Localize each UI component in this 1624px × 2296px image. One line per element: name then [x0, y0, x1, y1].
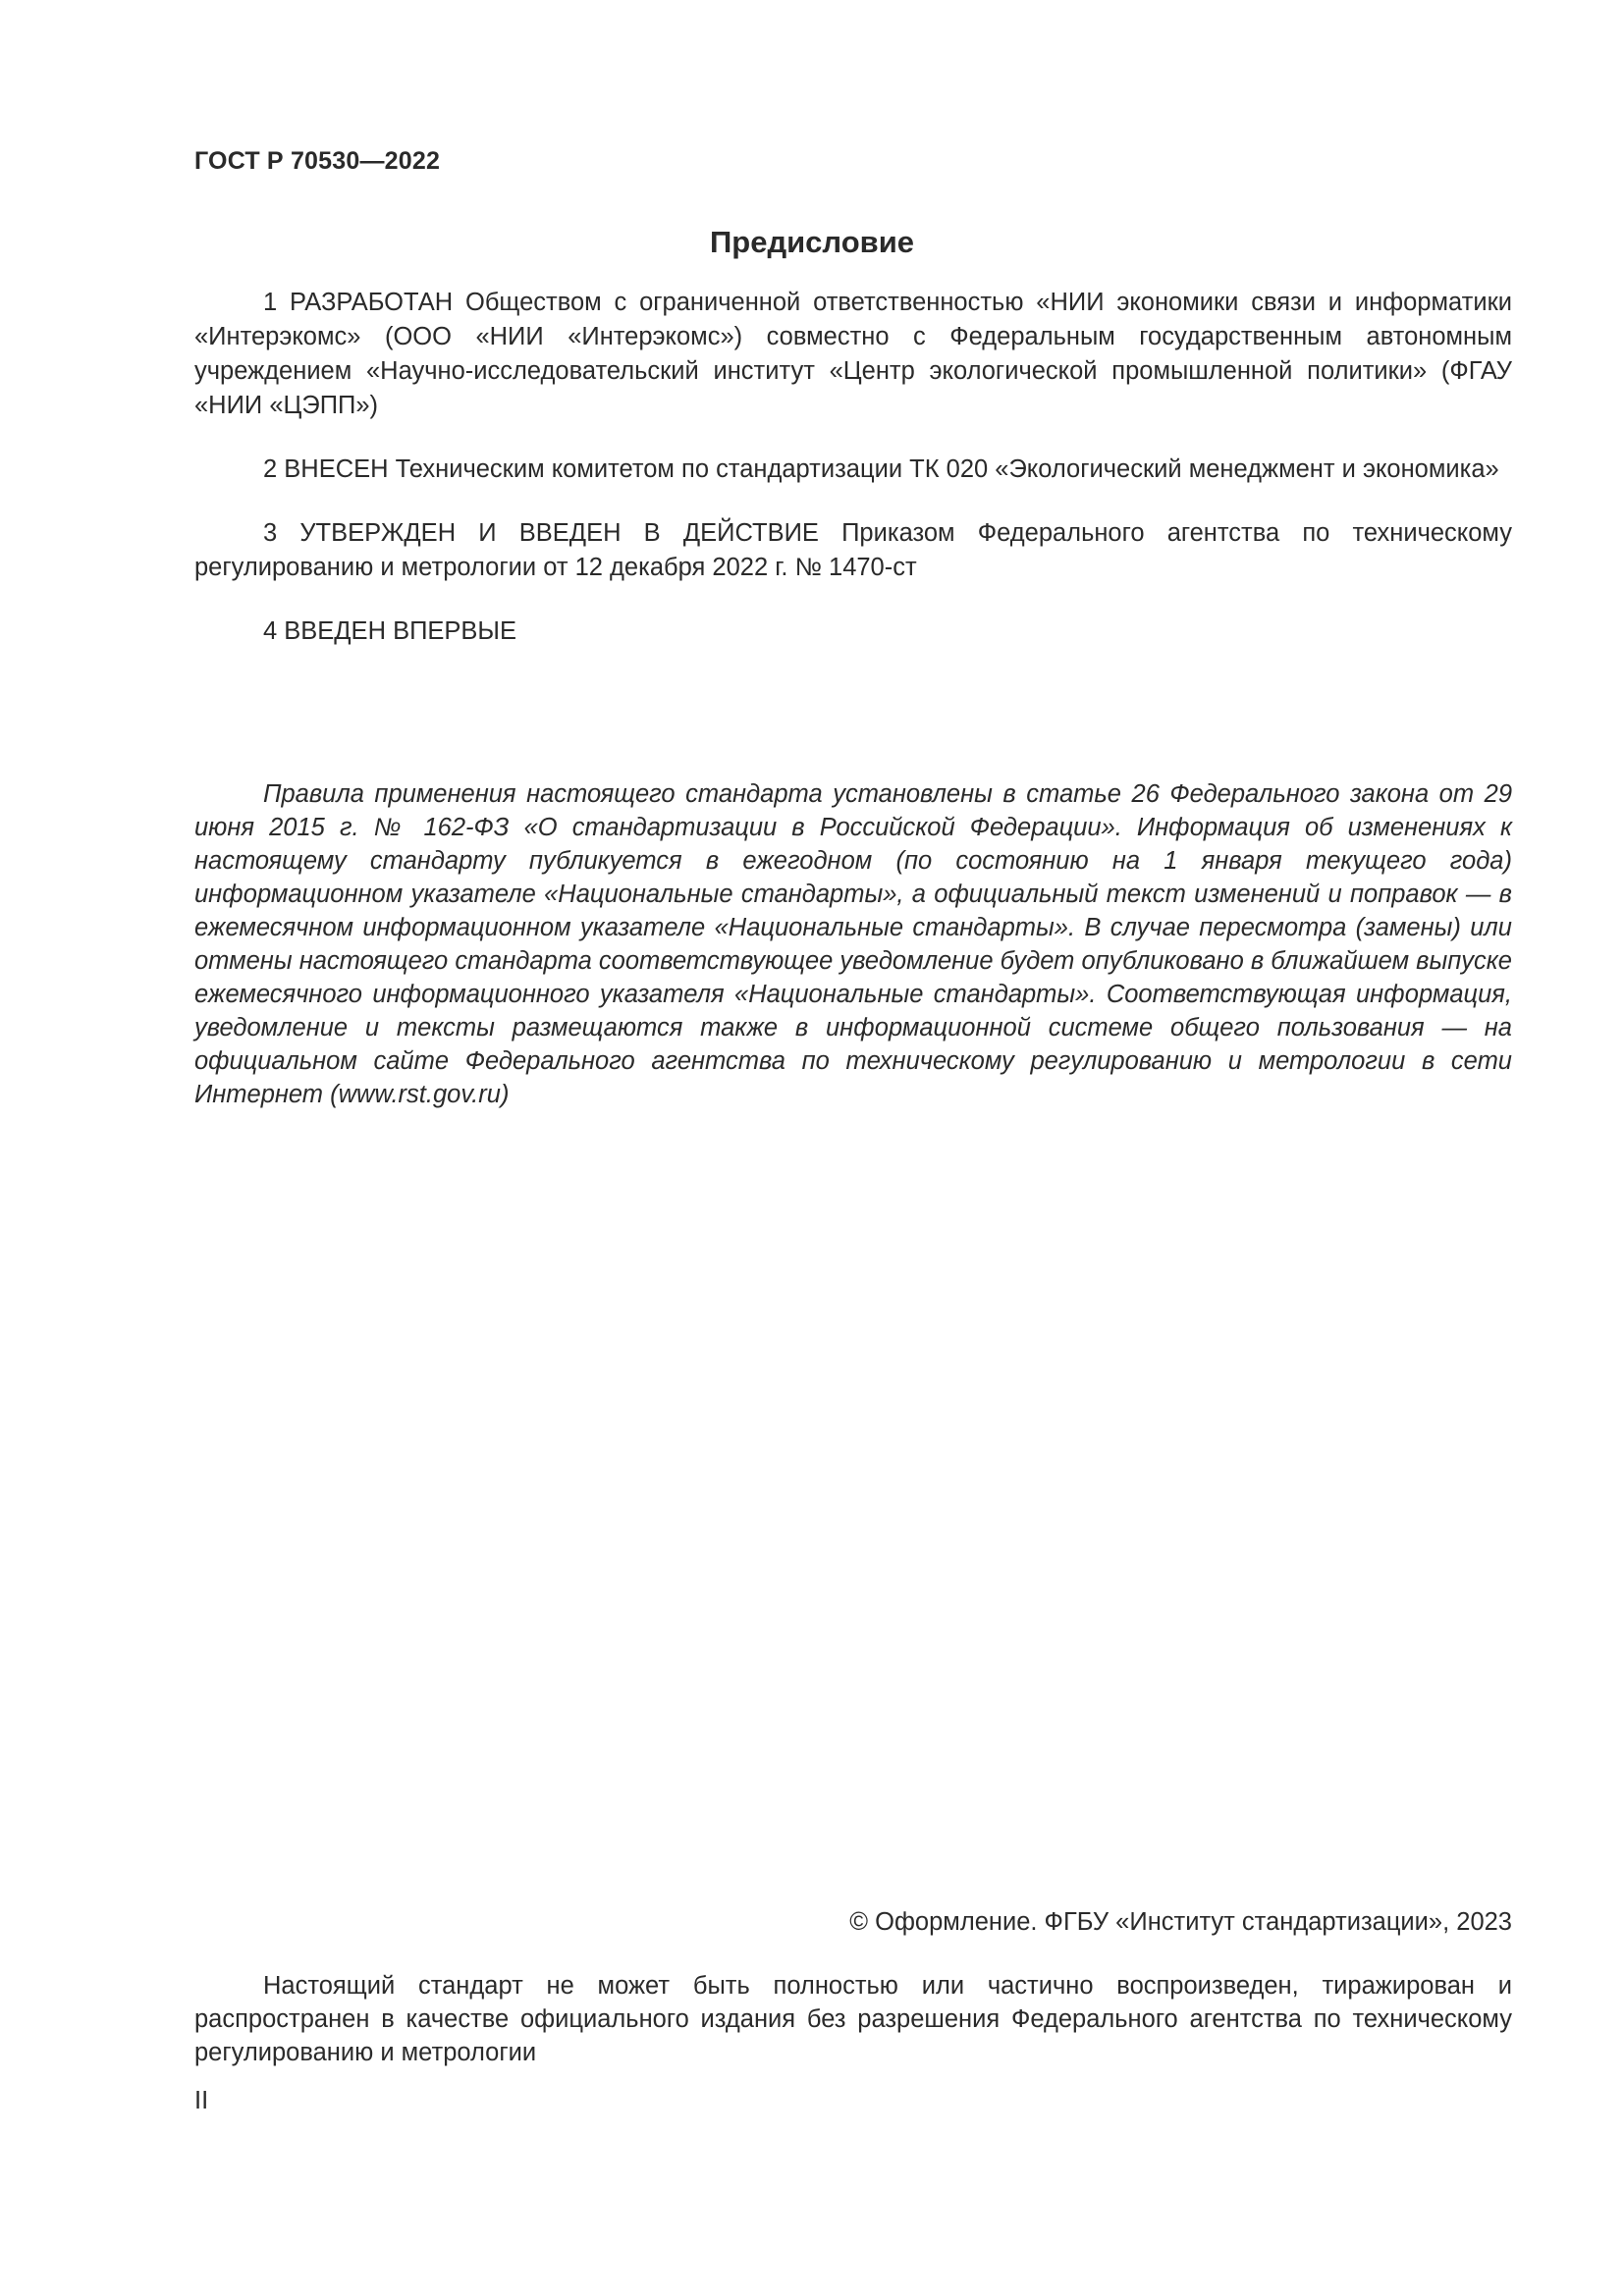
preface-items: [194, 286, 1512, 649]
document-code: ГОСТ Р 70530—2022: [194, 147, 441, 175]
page-number: II: [194, 2087, 209, 2114]
preface-item-developed: 1 РАЗРАБОТАН Обществом с ограниченной ответственностью «НИИ экономики связи и информатики «Интерэкомс» (ООО «НИИ «Интерэкомс») совместно с Федеральным государственным автономным учреждением «Научно-исследовательский институт «Центр экологической промышленной политики» (ФГАУ «НИИ «ЦЭПП»): [194, 289, 1512, 419]
application-rules-notice: Правила применения настоящего стандарта установлены в статье 26 Федерального закона от 29 июня 2015 г. № 162-ФЗ «О стандартизации в Российской Федерации». Информация об изменениях к настоящему стандарту публикуется в ежегодном (по состоянию на 1 января текущего года) информационном указателе «Национальные стандарты», а официальный текст изменений и поправок — в ежемесячном информационном указателе «Национальные стандарты». В случае пересмотра (замены) или отмены настоящего стандарта соответствующее уведомление будет опубликовано в ближайшем выпуске ежемесячного информационного указателя «Национальные стандарты». Соответствующая информация, уведомление и тексты размещаются также в информационной системе общего пользования — на официальном сайте Федерального агентства по техническому регулированию и метрологии в сети Интернет (www.rst.gov.ru): [194, 780, 1512, 1108]
preface-item-first-introduced: 4 ВВЕДЕН ВПЕРВЫЕ: [263, 617, 517, 645]
preface-item-approved: 3 УТВЕРЖДЕН И ВВЕДЕН В ДЕЙСТВИЕ Приказом Федерального агентства по техническому регулированию и метрологии от 12 декабря 2022 г. № 1470-ст: [194, 519, 1512, 581]
preface-item-introduced: 2 ВНЕСЕН Техническим комитетом по стандартизации ТК 020 «Экологический менеджмент и экономика»: [263, 455, 1499, 483]
preface-title: Предисловие: [709, 225, 914, 259]
copyright-line: © Оформление. ФГБУ «Институт стандартизации», 2023: [849, 1908, 1512, 1936]
reproduction-notice: Настоящий стандарт не может быть полностью или частично воспроизведен, тиражирован и распространен в качестве официального издания без разрешения Федерального агентства по техническому регулированию и метрологии: [194, 1972, 1512, 2066]
